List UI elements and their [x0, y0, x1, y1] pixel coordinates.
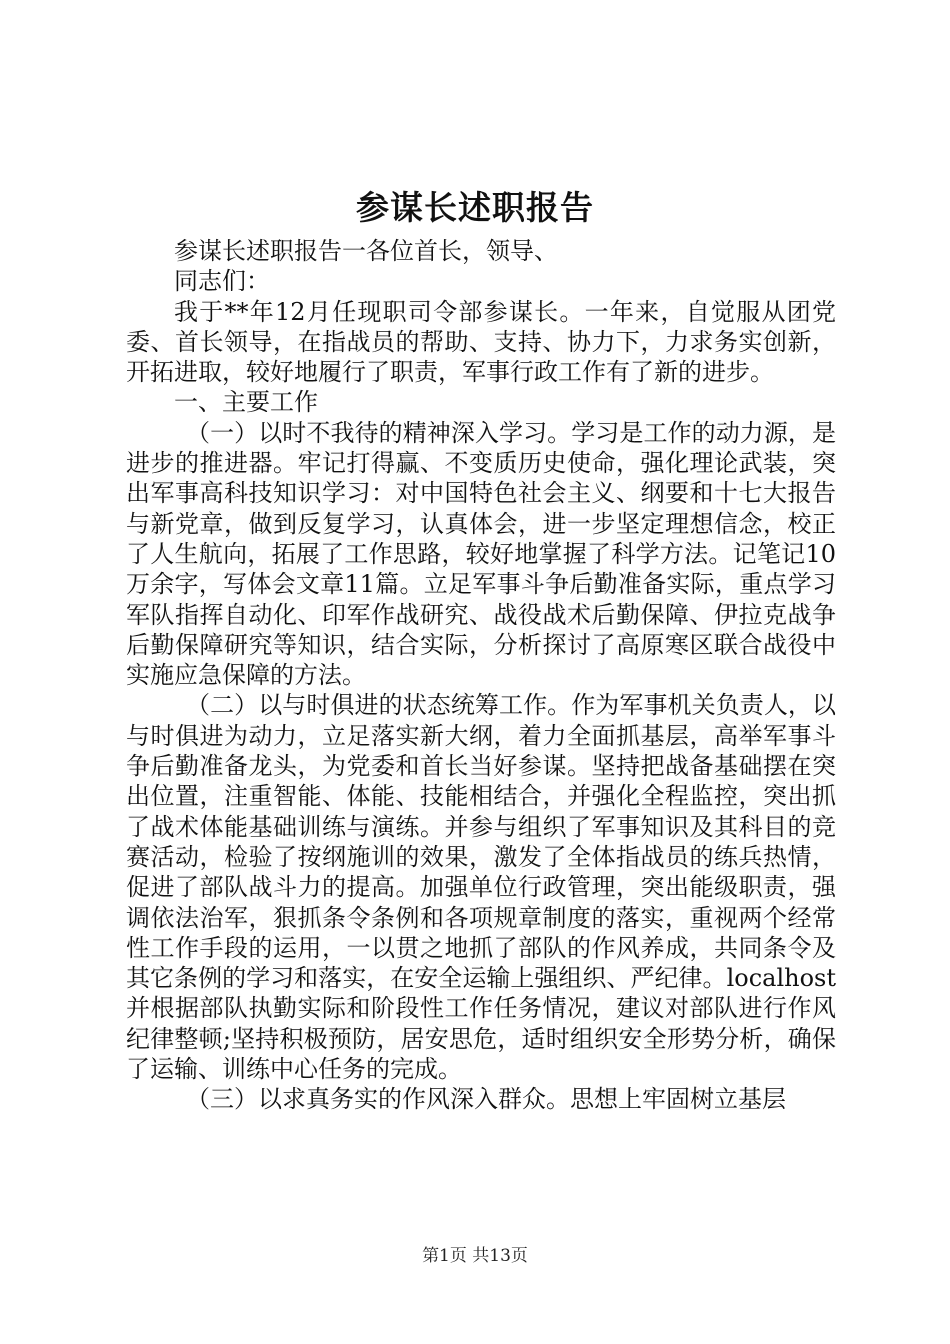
paragraph-masses: （三）以求真务实的作风深入群众。思想上牢固树立基层	[186, 1085, 786, 1114]
paragraph-greeting: 参谋长述职报告一各位首长，领导、	[174, 237, 558, 265]
document-title: 参谋长述职报告	[356, 188, 594, 227]
page-number-footer: 第1页 共13页	[422, 1246, 528, 1266]
document-body	[126, 236, 836, 1115]
paragraph-salutation: 同志们：	[174, 267, 270, 296]
section-heading-main-work: 一、主要工作	[174, 388, 318, 417]
paragraph-study: （一）以时不我待的精神深入学习。学习是工作的动力源，是进步的推进器。牢记打得赢、不变质历史使命，强化理论武装，突出军事高科技知识学习：对中国特色社会主义、纲要和十七大报告与新党章，做到反复学习，认真体会，进一步坚定理想信念，校正了人生航向，拓展了工作思路，较好地掌握了科学方法。记笔记10万余字，写体会文章11篇。立足军事斗争后勤准备实际，重点学习军队指挥自动化、印军作战研究、战役战术后勤保障、伊拉克战争后勤保障研究等知识，结合实际，分析探讨了高原寒区联合战役中实施应急保障的方法。	[126, 418, 836, 690]
paragraph-work: （二）以与时俱进的状态统筹工作。作为军事机关负责人，以与时俱进为动力，立足落实新大纲，着力全面抓基层，高举军事斗争后勤准备龙头，为党委和首长当好参谋。坚持把战备基础摆在突出位置，注重智能、体能、技能相结合，并强化全程监控，突出抓了战术体能基础训练与演练。并参与组织了军事知识及其科目的竞赛活动，检验了按纲施训的效果，激发了全体指战员的练兵热情，促进了部队战斗力的提高。加强单位行政管理，突出能级职责，强调依法治军，狠抓条令条例和各项规章制度的落实，重视两个经常性工作手段的运用，一以贯之地抓了部队的作风养成，共同条令及其它条例的学习和落实，在安全运输上强组织、严纪律。localhost并根据部队执勤实际和阶段性工作任务情况，建议对部队进行作风纪律整顿;坚持积极预防，居安思危，适时组织安全形势分析，确保了运输、训练中心任务的完成。	[126, 691, 836, 1084]
paragraph-intro: 我于**年12月任现职司令部参谋长。一年来，自觉服从团党委、首长领导，在指战员的帮助、支持、协力下，力求务实创新，开拓进取，较好地履行了职责，军事行政工作有了新的进步。	[126, 297, 836, 387]
